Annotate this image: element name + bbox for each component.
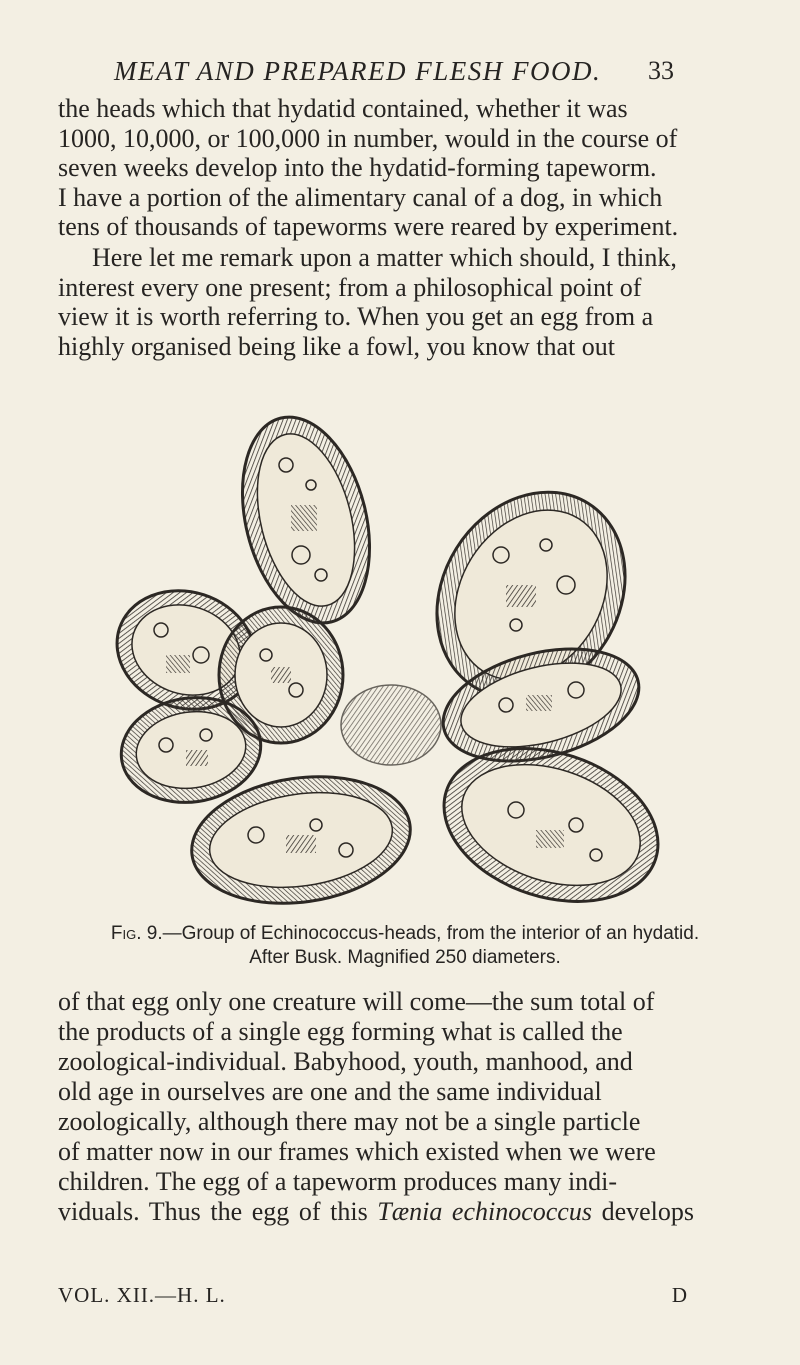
text-line: old age in ourselves are one and the same individual bbox=[58, 1077, 602, 1106]
caption-text: —Group of Echinococcus-heads, from the interior of an hydatid. bbox=[162, 923, 700, 944]
text-line: 1000, 10,000, or 100,000 in number, would in the course of bbox=[58, 123, 678, 153]
caption-line-2: After Busk. Magnified 250 diameters. bbox=[249, 947, 561, 968]
text-line: of that egg only one creature will come—the sum total of bbox=[58, 987, 655, 1016]
caption-line-1 bbox=[95, 922, 715, 946]
signature-mark: D bbox=[671, 1283, 688, 1307]
text-line: view it is worth referring to. When you get an egg from a bbox=[58, 302, 654, 331]
hooklet-cluster bbox=[341, 685, 441, 765]
text-line: highly organised being like a fowl, you know that out bbox=[58, 331, 615, 361]
species-name: Tænia echinococcus bbox=[377, 1197, 592, 1226]
text-line: tens of thousands of tapeworms were reared by experiment. bbox=[58, 212, 679, 241]
echinococcus-head bbox=[222, 405, 389, 636]
text-line: the products of a single egg forming what is called the bbox=[58, 1017, 623, 1046]
echinococcus-heads-illustration bbox=[106, 405, 676, 915]
text-line: interest every one present; from a philosophical point of bbox=[58, 272, 642, 302]
figure-caption bbox=[95, 922, 715, 970]
volume-signature: VOL. XII.—H. L. bbox=[58, 1283, 226, 1307]
text-line: children. The egg of a tapeworm produces many indi- bbox=[58, 1167, 618, 1196]
text-line: seven weeks develop into the hydatid-forming tapeworm. bbox=[58, 153, 657, 182]
paragraph-3 bbox=[58, 987, 694, 1227]
text-line: the heads which that hydatid contained, whether it was bbox=[58, 94, 628, 123]
text-line: Here let me remark upon a matter which should, I think, bbox=[92, 243, 677, 272]
running-head: MEAT AND PREPARED FLESH FOOD. bbox=[114, 56, 602, 86]
text-line: I have a portion of the alimentary canal of a dog, in which bbox=[58, 182, 663, 212]
text-line: zoological-individual. Babyhood, youth, manhood, and bbox=[58, 1047, 633, 1076]
text-fragment: viduals. Thus the egg of this bbox=[58, 1197, 378, 1226]
figure-number: Fig. 9. bbox=[110, 923, 163, 944]
paragraph-1 bbox=[58, 94, 688, 242]
text-line-last bbox=[58, 1197, 694, 1227]
text-line: of matter now in our frames which existed when we were bbox=[58, 1137, 656, 1166]
page-number: 33 bbox=[648, 56, 674, 85]
paragraph-2 bbox=[58, 243, 688, 361]
text-fragment: develops bbox=[591, 1197, 694, 1226]
text-line: zoologically, although there may not be a single particle bbox=[58, 1107, 641, 1136]
